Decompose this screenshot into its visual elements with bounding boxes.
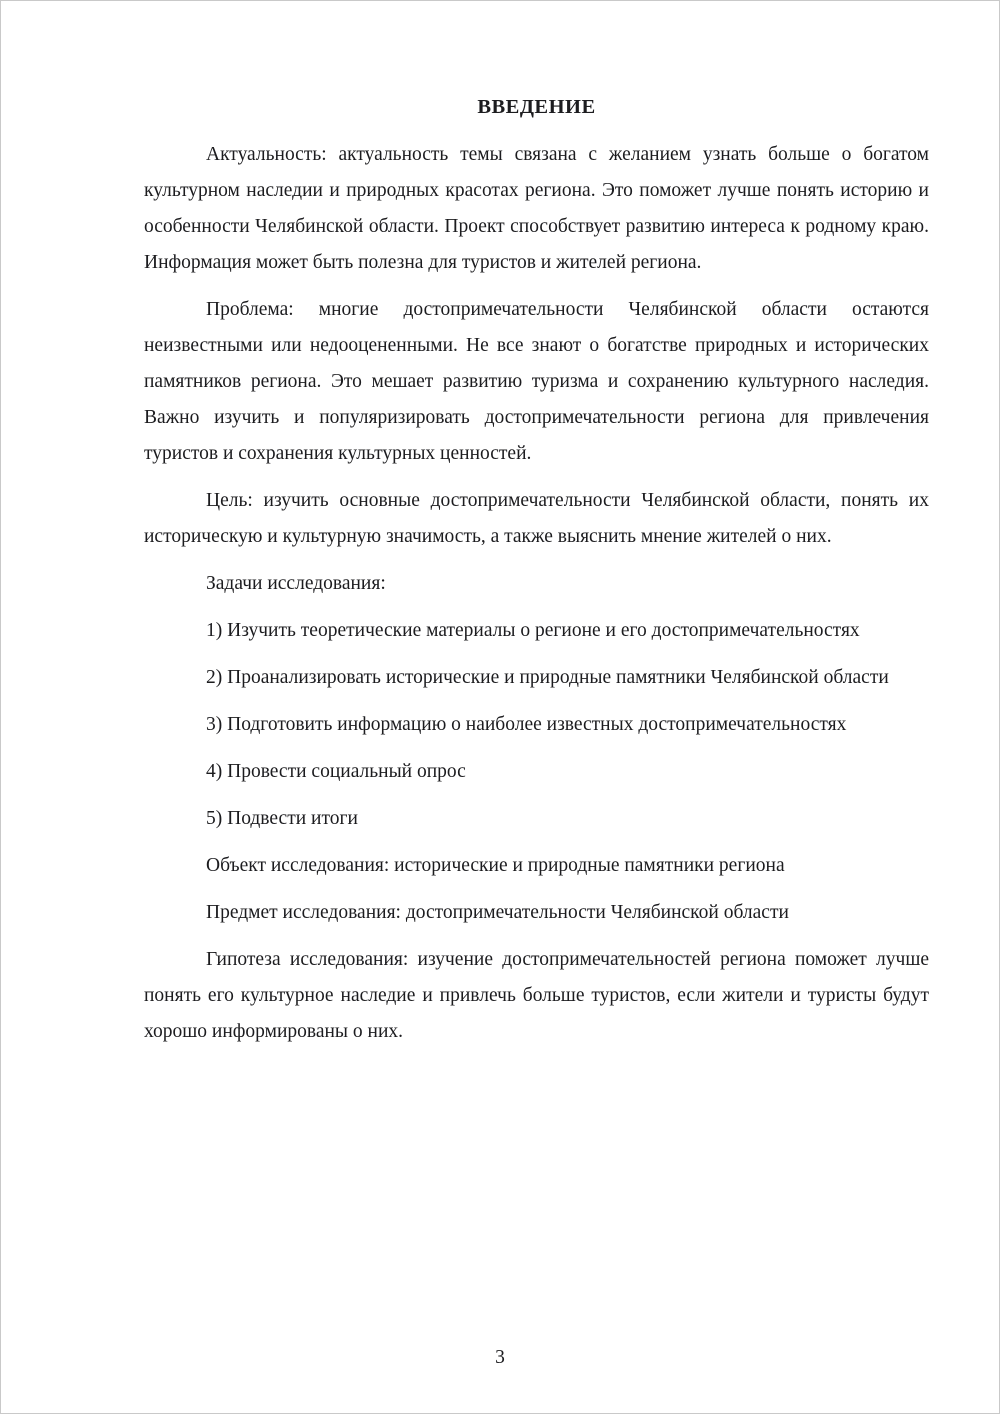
task-item-5: 5) Подвести итоги bbox=[206, 808, 358, 829]
page-title: ВВЕДЕНИЕ bbox=[477, 96, 596, 118]
page-number: 3 bbox=[495, 1347, 505, 1368]
paragraph-actuality: Актуальность: актуальность темы связана с желанием узнать больше о богатом культурном наследии и природных красотах региона. Это поможет лучше понять историю и особенности Челябинской области. Проект способствует развитию интереса к родному краю. Информация может быть полезна для туристов и жителей региона. bbox=[144, 144, 929, 273]
task-item-1: 1) Изучить теоретические материалы о регионе и его достопримечательностях bbox=[206, 620, 860, 641]
paragraph-goal: Цель: изучить основные достопримечательности Челябинской области, понять их историческую и культурную значимость, а также выяснить мнение жителей о них. bbox=[144, 490, 929, 547]
paragraph-object: Объект исследования: исторические и природные памятники региона bbox=[206, 855, 785, 876]
paragraph-hypothesis: Гипотеза исследования: изучение достопримечательностей региона поможет лучше понять его культурное наследие и привлечь больше туристов, если жители и туристы будут хорошо информированы о них. bbox=[144, 949, 929, 1042]
task-item-2: 2) Проанализировать исторические и природные памятники Челябинской области bbox=[206, 667, 889, 688]
paragraph-subject: Предмет исследования: достопримечательности Челябинской области bbox=[206, 902, 789, 923]
task-item-3: 3) Подготовить информацию о наиболее известных достопримечательностях bbox=[206, 714, 847, 735]
task-item-4: 4) Провести социальный опрос bbox=[206, 761, 466, 782]
tasks-heading: Задачи исследования: bbox=[206, 573, 386, 594]
paragraph-problem: Проблема: многие достопримечательности Челябинской области остаются неизвестными или недооцененными. Не все знают о богатстве природных и исторических памятников региона. Это мешает развитию туризма и сохранению культурного наследия. Важно изучить и популяризировать достопримечательности региона для привлечения туристов и сохранения культурных ценностей. bbox=[144, 299, 929, 464]
